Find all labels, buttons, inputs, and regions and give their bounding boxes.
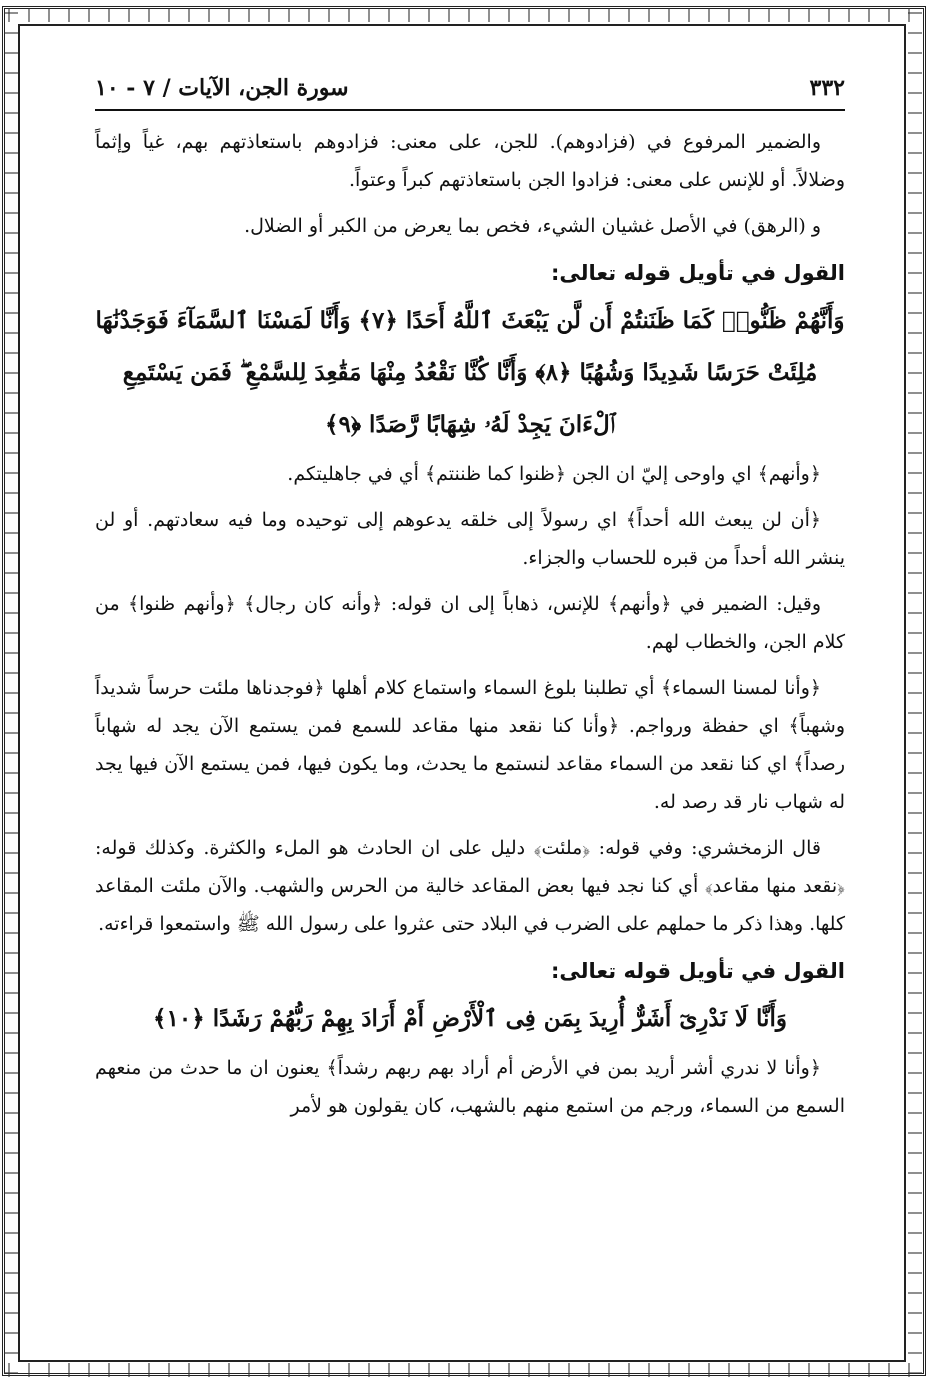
- decorative-chain-left: [4, 8, 18, 1374]
- decorative-chain-bottom: [4, 1363, 924, 1377]
- paragraph-6: ﴿وأنا لمسنا السماء﴾ أي تطلبنا بلوغ السماء واستماع كلام أهلها ﴿فوجدناها ملئت حرساً شديداً وشهباً﴾ اي حفظة ورواجم. ﴿وأنا كنا نقعد منها مقاعد للسمع فمن يستمع الآن يجد له شهاباً رصداً﴾ اي كنا نقعد من السماء مقاعد لنستمع ما يحدث، وما يكون فيها، فمن يستمع الآن فيها يجد له شهاب نار قد رصد له.: [95, 677, 845, 813]
- surah-title: سورة الجن، الآيات / ٧ - ١٠: [95, 75, 349, 101]
- paragraph-7: قال الزمخشري: وفي قوله: ﴿ملئت﴾ دليل على ان الحادث هو الملء والكثرة. وكذلك قوله: ﴿نقعد منها مقاعد﴾ أي كنا نجد فيها بعض المقاعد خالية من الحرس والشهب. والآن ملئت المقاعد كلها. وهذا ذكر ما حملهم على الضرب في البلاد حتى عثروا على رسول الله ﷺ واستمعوا قراءته.: [95, 837, 845, 935]
- section-heading-1: القول في تأويل قوله تعالى:: [551, 261, 845, 285]
- page-content: [95, 75, 845, 1355]
- paragraph-1: والضمير المرفوع في (فزادوهم). للجن، على معنى: فزادوهم باستعاذتهم بهم، غياً وإثماً وضلالاً. أو للإنس على معنى: فزادوا الجن باستعاذتهم كبراً وعتواً.: [95, 131, 845, 191]
- quran-verse-1: وَأَنَّهُمْ ظَنُّوا۟ كَمَا ظَنَنتُمْ أَن لَّن يَبْعَثَ ٱللَّهُ أَحَدًا ﴿٧﴾ وَأَنَّا لَمَسْنَا ٱلسَّمَآءَ فَوَجَدْنَٰهَا مُلِئَتْ حَرَسًا شَدِيدًا وَشُهُبًا ﴿٨﴾ وَأَنَّا كُنَّا نَقْعُدُ مِنْهَا مَقَٰعِدَ لِلسَّمْعِ ۖ فَمَن يَسْتَمِعِ ٱلْءَانَ يَجِدْ لَهُۥ شِهَابًا رَّصَدًا ﴿٩﴾: [95, 307, 845, 438]
- quran-verse-2: وَأَنَّا لَا نَدْرِىٓ أَشَرٌّ أُرِيدَ بِمَن فِى ٱلْأَرْضِ أَمْ أَرَادَ بِهِمْ رَبُّهُمْ رَشَدًا ﴿١٠﴾: [153, 1005, 787, 1032]
- paragraph-2: و (الرهق) في الأصل غشيان الشيء، فخص بما يعرض من الكبر أو الضلال.: [244, 215, 821, 237]
- page-header: [95, 75, 845, 111]
- decorative-chain-right: [908, 8, 922, 1374]
- section-heading-2: القول في تأويل قوله تعالى:: [551, 959, 845, 983]
- paragraph-8: ﴿وأنا لا ندري أشر أريد بمن في الأرض أم أراد بهم ربهم رشداً﴾ يعنون ان ما حدث من منعهم السمع من السماء، ورجم من استمع منهم بالشهب، كان يقولون هو لأمر: [95, 1057, 845, 1117]
- paragraph-4: ﴿أن لن يبعث الله أحداً﴾ اي رسولاً إلى خلقه يدعوهم إلى توحيده وما فيه سعادتهم. أو لن ينشر الله أحداً من قبره للحساب والجزاء.: [95, 509, 845, 569]
- paragraph-3: ﴿وأنهم﴾ اي واوحى إليّ ان الجن ﴿ظنوا كما ظننتم﴾ أي في جاهليتكم.: [287, 463, 821, 485]
- page-number: ٣٣٢: [809, 75, 845, 101]
- decorative-chain-top: [4, 8, 924, 22]
- paragraph-5: وقيل: الضمير في ﴿وأنهم﴾ للإنس، ذهاباً إلى ان قوله: ﴿وأنه كان رجال﴾ ﴿وأنهم ظنوا﴾ من كلام الجن، والخطاب لهم.: [95, 593, 845, 653]
